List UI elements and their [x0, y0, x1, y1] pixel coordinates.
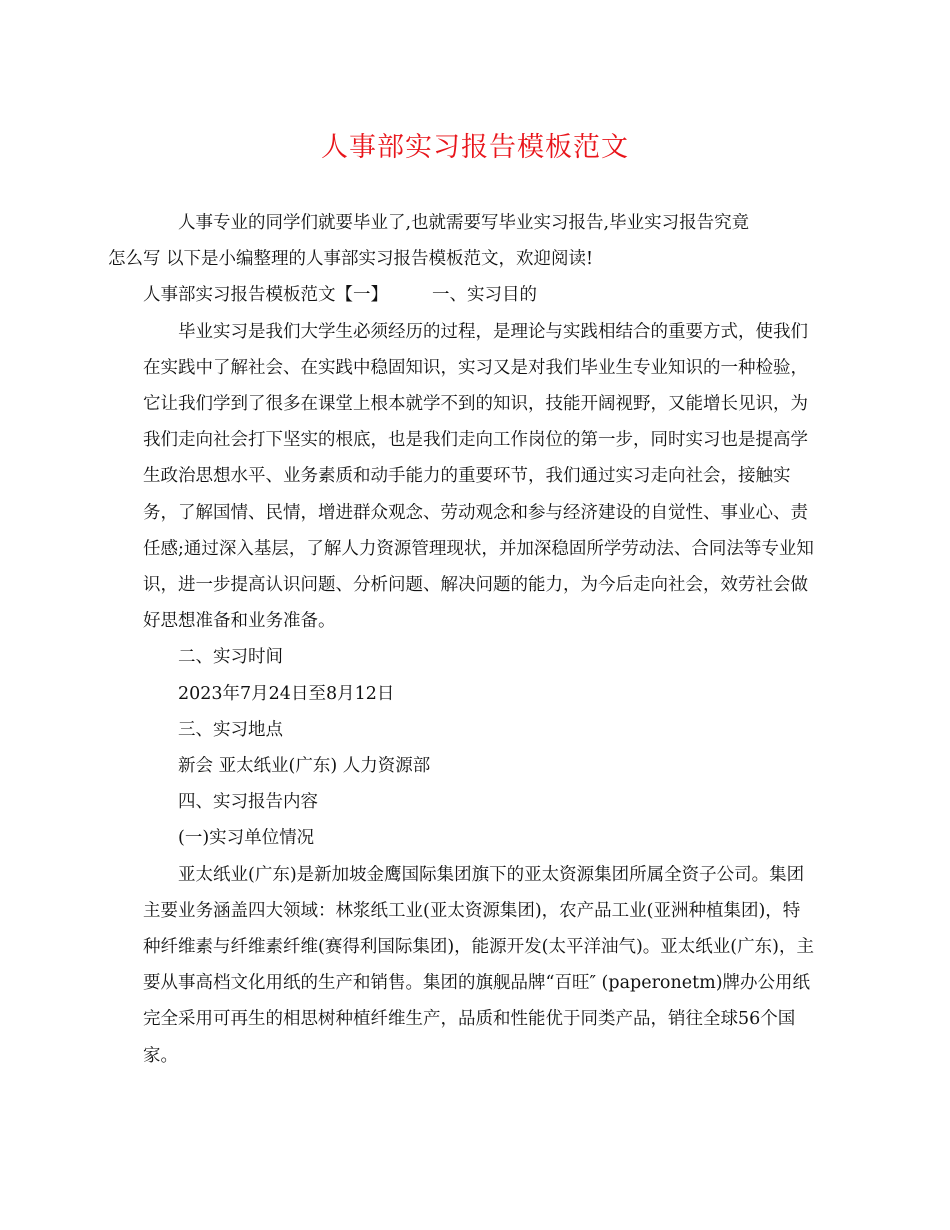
heading-purpose: 一、实习目的 — [432, 285, 537, 306]
unit-paragraph: 亚太纸业(广东)是新加坡金鹰国际集团旗下的亚太资源集团所属全资子公司。集团主要业务涵盖四大领域：林浆纸工业(亚太资源集团)，农产品工业(亚洲种植集团)，特种纤维素与纤维素纤维(赛得利国际集团)，能源开发(太平洋油气)。亚太纸业(广东)，主要从事高档文化用纸的生产和销售。集团的旗舰品牌“百旺″ (paperonetm)牌办公用纸完全采用可再生的相思树种植纤维生产，品质和性能优于同类产品，销往全球56个国家。 — [143, 864, 814, 1066]
time-value: 2023年7月24日至8月12日 — [178, 683, 395, 704]
subheading-unit: (一)实习单位情况 — [178, 828, 315, 849]
place-value: 新会 亚太纸业(广东) 人力资源部 — [178, 756, 431, 777]
intro-line-2: 怎么写 以下是小编整理的人事部实习报告模板范文，欢迎阅读! — [108, 249, 594, 270]
section-header-line — [143, 277, 815, 313]
document-title: 人事部实习报告模板范文 — [321, 132, 629, 163]
intro-paragraph — [108, 205, 815, 277]
heading-place: 三、实习地点 — [178, 719, 283, 740]
document-body — [108, 205, 815, 1074]
heading-content: 四、实习报告内容 — [178, 792, 318, 813]
intro-line-1: 人事专业的同学们就要毕业了,也就需要写毕业实习报告,毕业实习报告究竟 — [178, 213, 750, 233]
heading-time: 二、实习时间 — [178, 647, 283, 668]
purpose-paragraph: 毕业实习是我们大学生必须经历的过程，是理论与实践相结合的重要方式，使我们在实践中了解社会、在实践中稳固知识，实习又是对我们毕业生专业知识的一种检验，它让我们学到了很多在课堂上根本就学不到的知识，技能开阔视野，又能增长见识，为我们走向社会打下坚实的根底，也是我们走向工作岗位的第一步，同时实习也是提高学生政治思想水平、业务素质和动手能力的重要环节，我们通过实习走向社会，接触实务，了解国情、民情，增进群众观念、劳动观念和参与经济建设的自觉性、事业心、责任感;通过深入基层，了解人力资源管理现状，并加深稳固所学劳动法、合同法等专业知识，进一步提高认识问题、分析问题、解决问题的能力，为今后走向社会，效劳社会做好思想准备和业务准备。 — [143, 321, 814, 632]
section-label: 人事部实习报告模板范文【一】 — [143, 285, 388, 306]
